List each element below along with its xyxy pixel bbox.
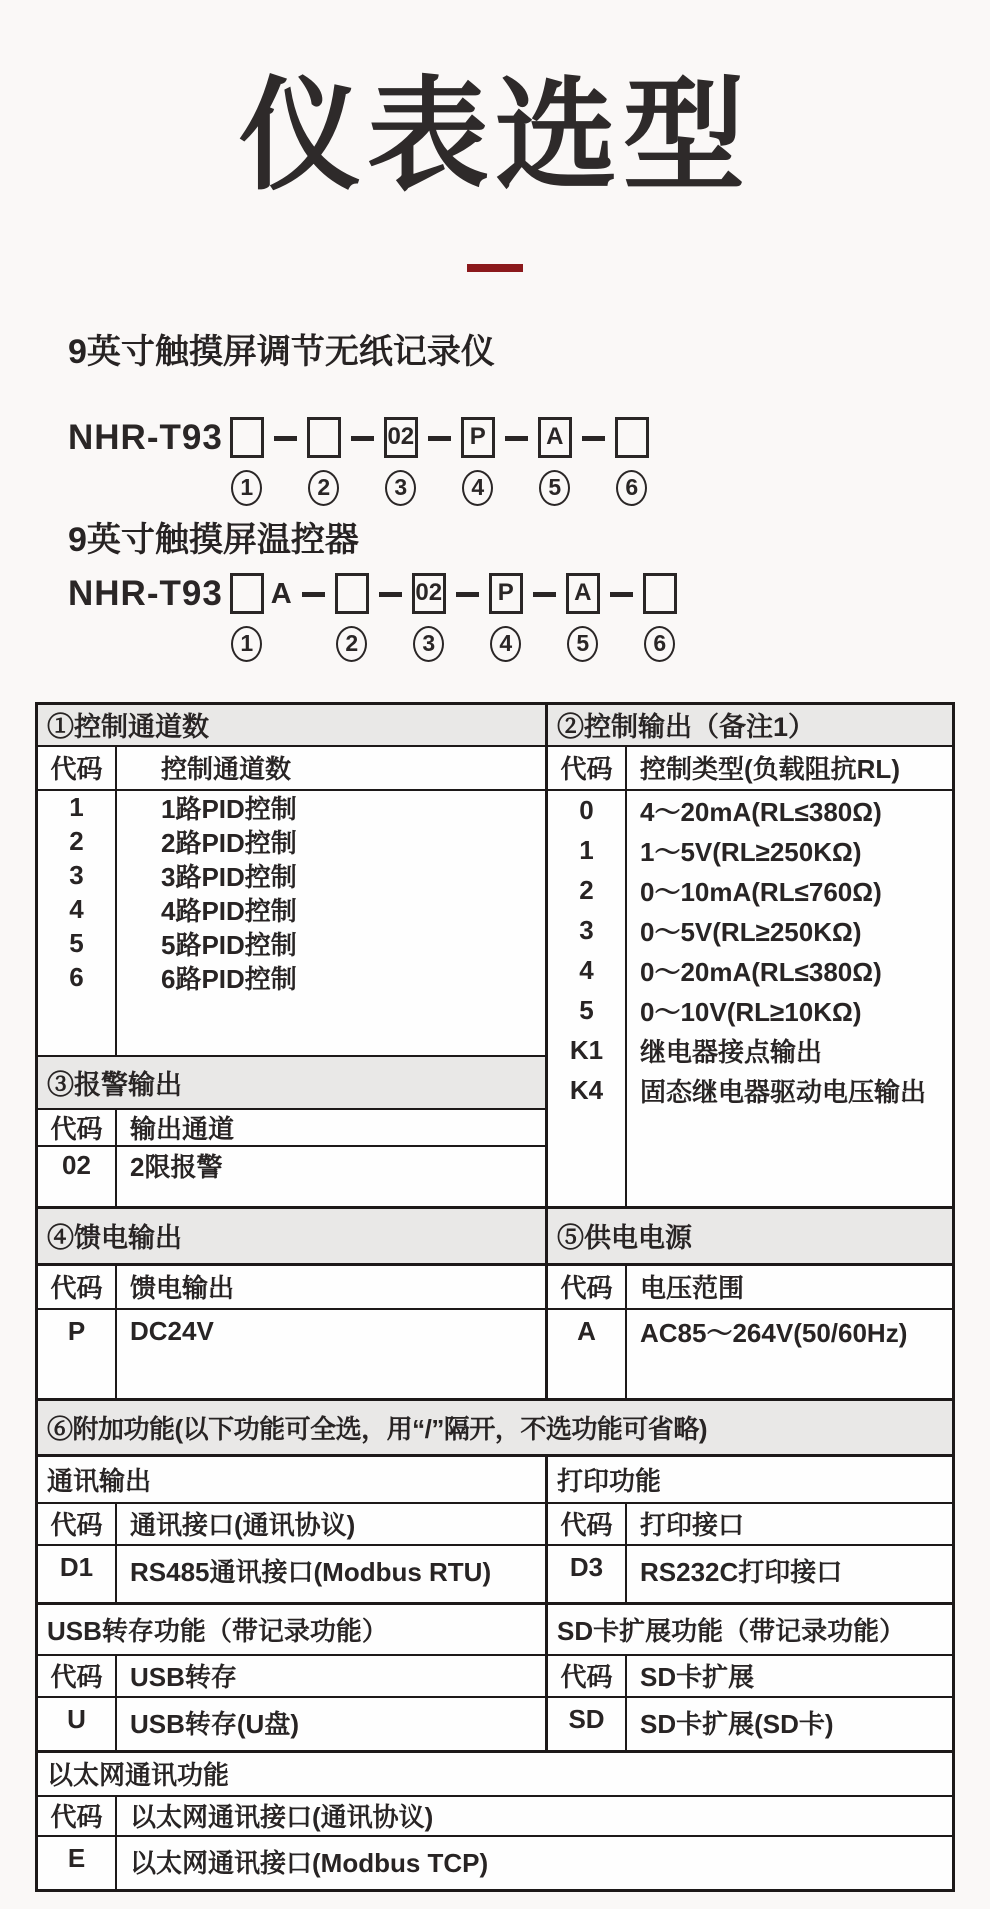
column-header-row — [38, 1110, 545, 1147]
dash-separator — [582, 436, 605, 441]
section-usb-and-sd — [38, 1605, 952, 1753]
table-row — [38, 1837, 952, 1889]
code-cell: K4 — [569, 1075, 604, 1106]
desc-cell: 3路PID控制 — [161, 862, 297, 893]
model-segment-6 — [615, 417, 649, 506]
column-header-row — [38, 1504, 545, 1546]
alarm-output-table — [38, 1110, 545, 1206]
model-fixed-letter: A — [270, 577, 292, 610]
section-comm-and-print — [38, 1457, 952, 1605]
model-segment-4 — [461, 417, 495, 506]
dash-separator — [302, 592, 325, 597]
desc-col-header: 馈电输出 — [130, 1273, 235, 1304]
circled-number-3: 3 — [413, 626, 444, 662]
desc-col-header: 通讯接口(通讯协议) — [130, 1510, 356, 1541]
table-row — [548, 1310, 952, 1354]
usb-transfer-title: USB转存功能（带记录功能） — [38, 1605, 545, 1656]
dash-separator — [428, 436, 451, 441]
model-segment-2 — [307, 417, 341, 506]
dash-separator — [274, 436, 297, 441]
dash-separator — [456, 592, 479, 597]
desc-cell: 1路PID控制 — [161, 794, 297, 825]
code-cell: D3 — [569, 1551, 604, 1582]
model-box-2 — [307, 417, 341, 458]
code-col-header: 代码 — [50, 1802, 103, 1833]
desc-cell: 6路PID控制 — [161, 964, 297, 995]
desc-cell: 继电器接点输出 — [640, 1037, 823, 1068]
table-row — [548, 1698, 952, 1750]
code-cell: E — [67, 1842, 86, 1873]
sd-card-block — [548, 1605, 952, 1750]
model-segment-3 — [412, 573, 446, 662]
print-function-block — [548, 1457, 952, 1602]
code-cell: 3 — [579, 915, 594, 946]
code-col-header: 代码 — [50, 1662, 103, 1693]
model-segment-5 — [538, 417, 572, 506]
model-segment-4 — [489, 573, 523, 662]
code-col-header: 代码 — [50, 1113, 103, 1144]
model-prefix: NHR-T93 — [68, 417, 223, 457]
section-header-2: ②控制输出（备注1） — [548, 705, 952, 747]
circled-number-5: 5 — [539, 470, 570, 506]
model-segment-6 — [643, 573, 677, 662]
model-box-5: A — [566, 573, 600, 614]
table-row — [38, 859, 545, 893]
section-feed-and-supply — [38, 1209, 952, 1401]
model-box-5: A — [538, 417, 572, 458]
table-row — [548, 831, 952, 871]
code-col-header: 代码 — [560, 754, 613, 785]
table-row — [38, 825, 545, 859]
comm-output-block — [38, 1457, 548, 1602]
recorder-heading: 9英寸触摸屏调节无纸记录仪 — [68, 333, 495, 372]
column-header-row — [548, 1266, 952, 1310]
column-header-row — [38, 1797, 952, 1837]
model-segment-1 — [230, 417, 264, 506]
sd-card-title: SD卡扩展功能（带记录功能） — [548, 1605, 952, 1656]
desc-cell: 4路PID控制 — [161, 896, 297, 927]
desc-col-header: 打印接口 — [640, 1510, 745, 1541]
desc-col-header: SD卡扩展 — [640, 1662, 755, 1693]
circled-number-3: 3 — [385, 470, 416, 506]
circled-number-2: 2 — [308, 470, 339, 506]
circled-number-4: 4 — [462, 470, 493, 506]
desc-col-header: USB转存 — [130, 1662, 237, 1693]
circled-number-4: 4 — [490, 626, 521, 662]
model-box-3: 02 — [412, 573, 446, 614]
code-cell: 2 — [69, 826, 84, 857]
desc-col-header: 控制类型(负载阻抗RL) — [640, 754, 900, 785]
desc-cell: USB转存(U盘) — [130, 1708, 299, 1739]
control-channels-table — [38, 747, 545, 1057]
column-header-row — [548, 747, 952, 791]
control-channels-column — [38, 705, 548, 1206]
table-row — [38, 1698, 545, 1750]
table-row — [548, 791, 952, 831]
circled-number-2: 2 — [336, 626, 367, 662]
column-header-row — [38, 747, 545, 791]
model-prefix: NHR-T93 — [68, 573, 223, 613]
code-cell: 02 — [62, 1149, 91, 1180]
code-cell: 3 — [69, 860, 84, 891]
code-cell: K1 — [569, 1035, 604, 1066]
model-segment-2 — [335, 573, 369, 662]
usb-transfer-table — [38, 1656, 545, 1750]
circled-number-5: 5 — [567, 626, 598, 662]
ethernet-table — [38, 1797, 952, 1889]
code-cell: 2 — [579, 875, 594, 906]
dash-separator — [379, 592, 402, 597]
code-cell: 0 — [579, 795, 594, 826]
usb-transfer-block — [38, 1605, 548, 1750]
table-row — [548, 1546, 952, 1602]
selection-table — [35, 702, 955, 1892]
section-header-3: ③报警输出 — [38, 1057, 545, 1110]
section-header-1: ①控制通道数 — [38, 705, 545, 747]
model-segment-5 — [566, 573, 600, 662]
section-channels-and-output — [38, 705, 952, 1209]
table-row — [38, 961, 545, 995]
print-function-title: 打印功能 — [548, 1457, 952, 1504]
code-col-header: 代码 — [560, 1273, 613, 1304]
model-box-2 — [335, 573, 369, 614]
desc-cell: 4～20mA(RL≤380Ω) — [640, 797, 882, 828]
table-row — [548, 871, 952, 911]
model-segment-1 — [230, 573, 264, 662]
control-output-column — [548, 705, 952, 1206]
code-cell: 4 — [579, 955, 594, 986]
desc-cell: 以太网通讯接口(Modbus TCP) — [130, 1847, 489, 1878]
table-row — [548, 951, 952, 991]
comm-output-title: 通讯输出 — [38, 1457, 545, 1504]
table-row — [38, 1546, 545, 1602]
model-box-1 — [230, 417, 264, 458]
desc-cell: RS485通讯接口(Modbus RTU) — [130, 1556, 492, 1587]
desc-cell: 0～5V(RL≥250KΩ) — [640, 917, 862, 948]
model-box-3: 02 — [384, 417, 418, 458]
code-cell: SD — [568, 1703, 605, 1734]
control-output-table — [548, 747, 952, 1206]
table-row — [38, 1147, 545, 1184]
controller-model-diagram — [68, 573, 990, 662]
desc-cell: 5路PID控制 — [161, 930, 297, 961]
code-cell: 1 — [69, 792, 84, 823]
code-col-header: 代码 — [50, 1510, 103, 1541]
recorder-model-diagram — [68, 417, 990, 506]
code-col-header: 代码 — [50, 754, 103, 785]
circled-number-1: 1 — [231, 626, 262, 662]
model-code-area — [0, 332, 990, 662]
code-cell: 5 — [69, 928, 84, 959]
desc-cell: 0～20mA(RL≤380Ω) — [640, 957, 882, 988]
desc-cell: 0～10V(RL≥10KΩ) — [640, 997, 862, 1028]
power-supply-table — [548, 1266, 952, 1398]
title-accent-dash — [467, 264, 523, 272]
model-box-6 — [643, 573, 677, 614]
column-header-row — [38, 1656, 545, 1698]
sd-card-table — [548, 1656, 952, 1750]
table-row — [548, 991, 952, 1031]
code-col-header: 代码 — [560, 1662, 613, 1693]
code-cell: 6 — [69, 962, 84, 993]
dash-separator — [533, 592, 556, 597]
code-col-header: 代码 — [50, 1273, 103, 1304]
model-box-4: P — [461, 417, 495, 458]
table-row — [548, 911, 952, 951]
section-header-6: ⑥附加功能(以下功能可全选，用“/”隔开，不选功能可省略) — [38, 1401, 952, 1457]
code-cell: D1 — [59, 1551, 94, 1582]
dash-separator — [351, 436, 374, 441]
code-cell: U — [67, 1703, 86, 1734]
controller-heading: 9英寸触摸屏温控器 — [68, 520, 359, 559]
comm-output-table — [38, 1504, 545, 1602]
column-header-row — [38, 1266, 545, 1310]
desc-cell: SD卡扩展(SD卡) — [640, 1708, 834, 1739]
table-row — [548, 1031, 952, 1071]
desc-cell: 0～10mA(RL≤760Ω) — [640, 877, 882, 908]
code-col-header: 代码 — [560, 1510, 613, 1541]
dash-separator — [610, 592, 633, 597]
model-box-6 — [615, 417, 649, 458]
power-supply-column — [548, 1209, 952, 1398]
desc-col-header: 电压范围 — [640, 1273, 745, 1304]
ethernet-title: 以太网通讯功能 — [38, 1753, 952, 1797]
table-row — [38, 927, 545, 961]
column-header-row — [548, 1504, 952, 1546]
model-segment-3 — [384, 417, 418, 506]
desc-cell: DC24V — [130, 1316, 214, 1347]
model-box-4: P — [489, 573, 523, 614]
section-header-4: ④馈电输出 — [38, 1209, 545, 1266]
column-header-row — [548, 1656, 952, 1698]
desc-cell: AC85～264V(50/60Hz) — [640, 1318, 908, 1349]
feed-output-column — [38, 1209, 548, 1398]
section-ethernet — [38, 1753, 952, 1889]
table-row — [38, 791, 545, 825]
code-cell: 5 — [579, 995, 594, 1026]
circled-number-1: 1 — [231, 470, 262, 506]
code-cell: A — [577, 1316, 596, 1347]
code-cell: 4 — [69, 894, 84, 925]
desc-cell: 1～5V(RL≥250KΩ) — [640, 837, 862, 868]
table-row — [38, 893, 545, 927]
model-box-1 — [230, 573, 264, 614]
print-function-table — [548, 1504, 952, 1602]
dash-separator — [505, 436, 528, 441]
code-cell: P — [67, 1316, 86, 1347]
circled-number-6: 6 — [616, 470, 647, 506]
desc-cell: 2限报警 — [130, 1151, 223, 1182]
desc-cell: RS232C打印接口 — [640, 1556, 843, 1587]
feed-output-table — [38, 1266, 545, 1398]
code-cell: 1 — [579, 835, 594, 866]
desc-col-header: 以太网通讯接口(通讯协议) — [130, 1802, 434, 1833]
desc-cell: 固态继电器驱动电压输出 — [640, 1077, 927, 1108]
section-header-5: ⑤供电电源 — [548, 1209, 952, 1266]
desc-cell: 2路PID控制 — [161, 828, 297, 859]
circled-number-6: 6 — [644, 626, 675, 662]
table-row — [38, 1310, 545, 1354]
page-title: 仪表选型 — [239, 68, 751, 204]
table-row — [548, 1071, 952, 1111]
desc-col-header: 输出通道 — [130, 1113, 235, 1144]
desc-col-header: 控制通道数 — [161, 754, 292, 785]
